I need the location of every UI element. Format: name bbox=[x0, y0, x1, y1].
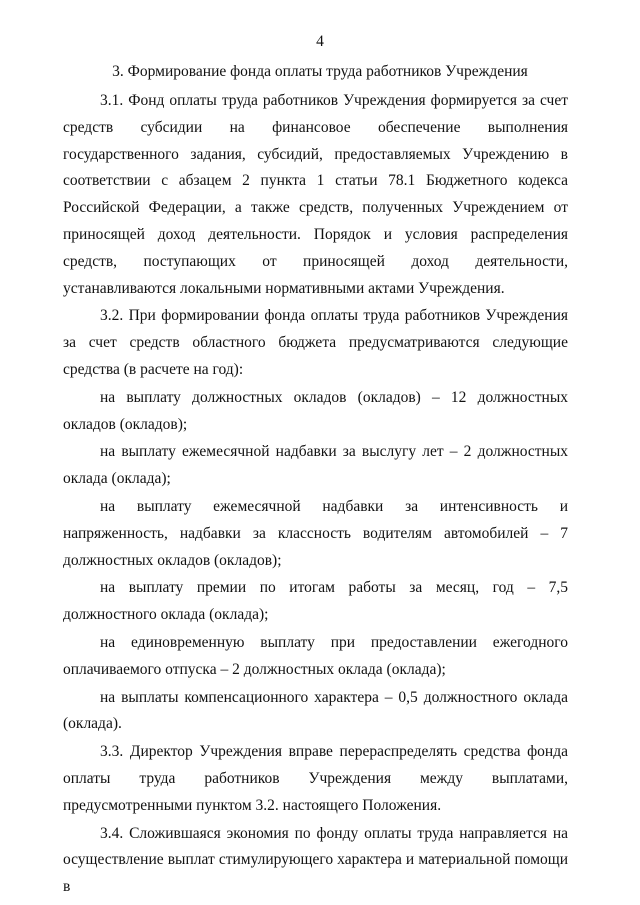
list-item-bonus: на выплату премии по итогам работы за месяц, год – 7,5 должностного оклада (оклада); bbox=[63, 579, 568, 624]
paragraph-3-4: 3.4. Сложившаяся экономия по фонду оплаты труда направляется на осуществление выплат стимулирующего характера и материальной помощи в bbox=[63, 824, 568, 896]
section-heading: 3. Формирование фонда оплаты труда работников Учреждения bbox=[112, 63, 528, 80]
page-number: 4 bbox=[316, 33, 324, 50]
list-item-seniority: на выплату ежемесячной надбавки за выслугу лет – 2 должностных оклада (оклада); bbox=[63, 443, 568, 488]
paragraph-3-2: 3.2. При формировании фонда оплаты труда работников Учреждения за счет средств областного бюджета предусматриваются следующие средства (в расчете на год): bbox=[63, 307, 568, 378]
list-item-salaries: на выплату должностных окладов (окладов) – 12 должностных окладов (окладов); bbox=[63, 388, 568, 433]
paragraph-3-3: 3.3. Директор Учреждения вправе перераспределять средства фонда оплаты труда работников Учреждения между выплатами, предусмотренными пунктом 3.2. настоящего Положения. bbox=[63, 743, 568, 814]
paragraph-3-1: 3.1. Фонд оплаты труда работников Учреждения формируется за счет средств субсидии на финансовое обеспечение выполнения государственного задания, субсидий, предоставляемых Учреждению в соответствии с абзацем 2 пункта 1 статьи 78.1 Бюджетного кодекса Российской Федерации, а также средств, полученных Учреждением от приносящей доход деятельности. Порядок и условия распределения средств, поступающих от приносящей доход деятельности, устанавливаются локальными нормативными актами Учреждения. bbox=[63, 92, 568, 297]
document-body bbox=[63, 88, 568, 901]
list-item-compensation: на выплаты компенсационного характера – 0,5 должностного оклада (оклада). bbox=[63, 688, 568, 733]
list-item-vacation: на единовременную выплату при предоставлении ежегодного оплачиваемого отпуска – 2 должностных оклада (оклада); bbox=[63, 633, 568, 678]
list-item-intensity: на выплату ежемесячной надбавки за интенсивность и напряженность, надбавки за классность водителям автомобилей – 7 должностных окладов (окладов); bbox=[63, 497, 568, 569]
